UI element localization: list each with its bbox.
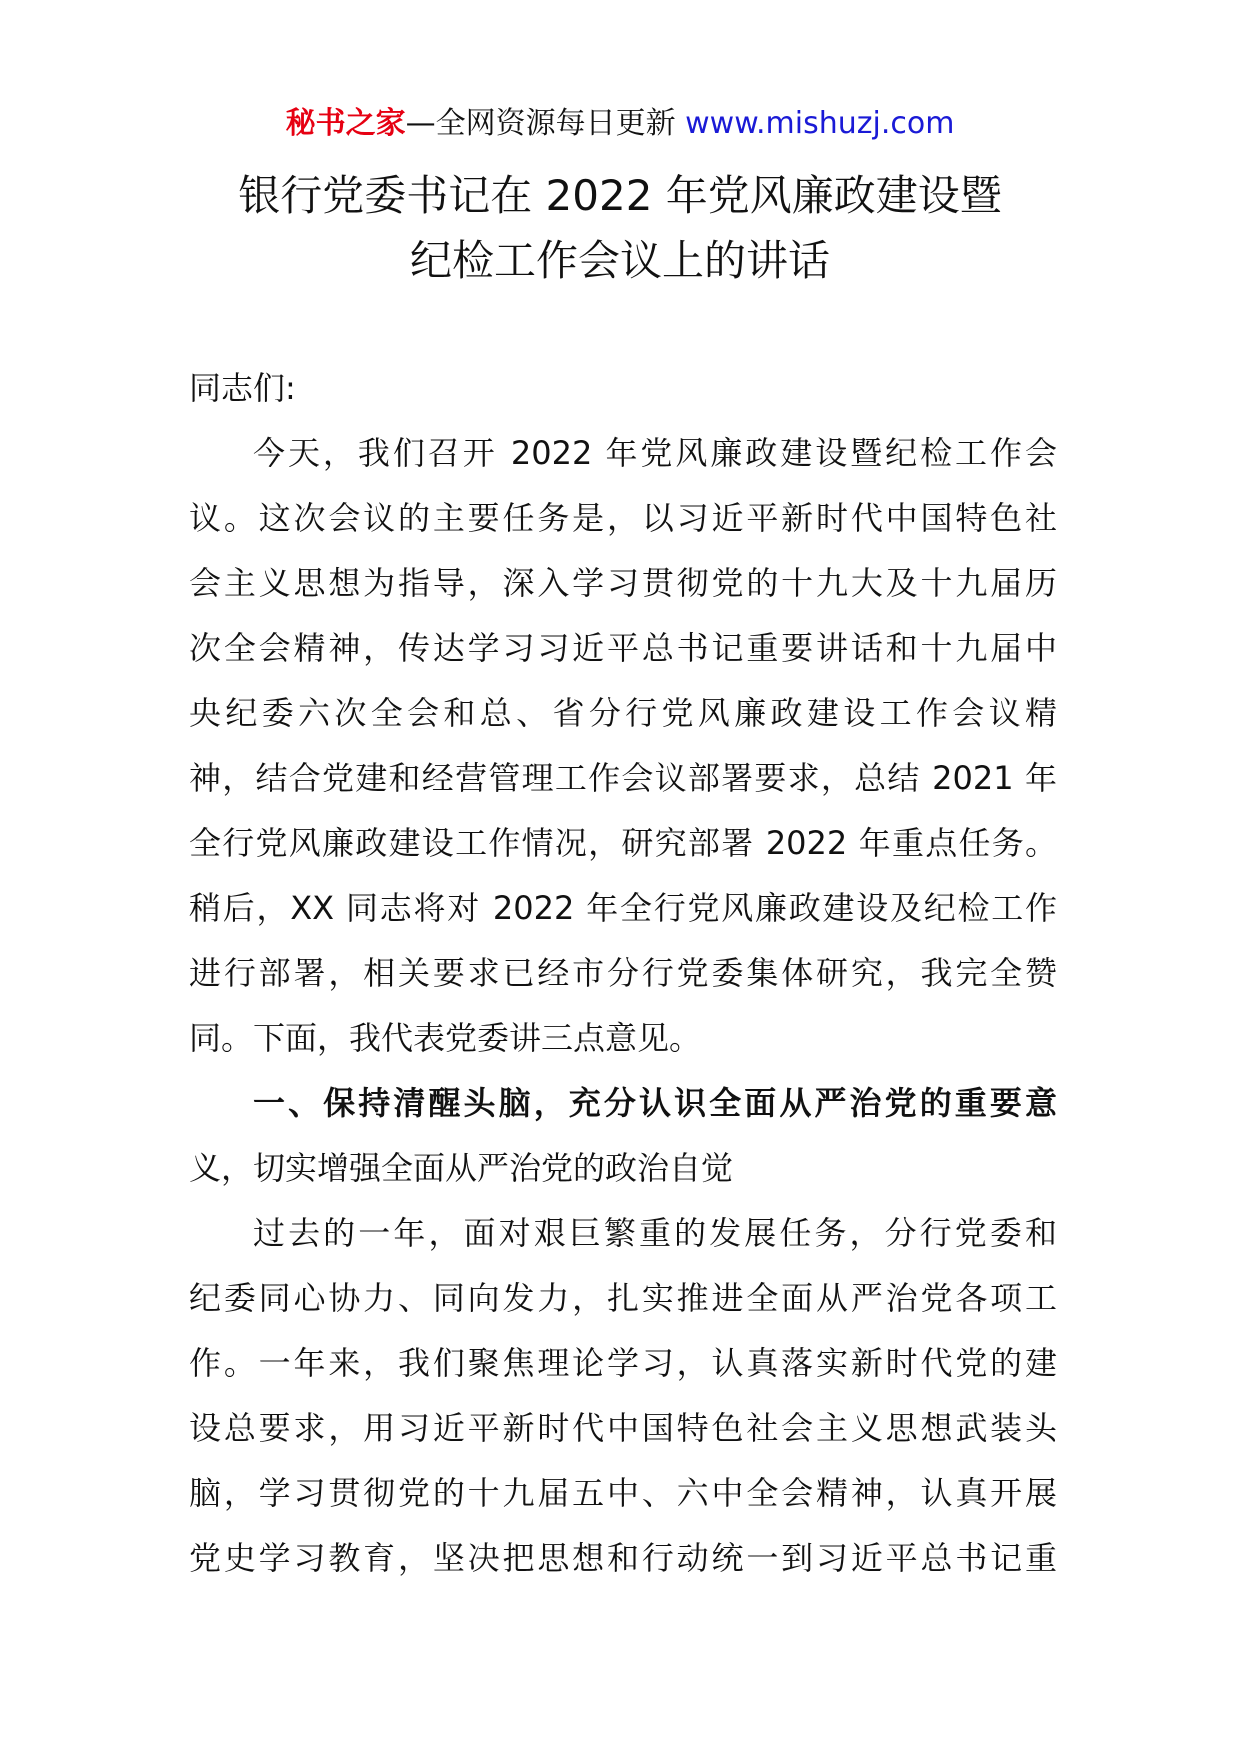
paragraph-line: 同。下面，我代表党委讲三点意见。 xyxy=(189,1019,702,1057)
document-title xyxy=(100,162,1140,292)
document-body xyxy=(189,356,1057,1591)
title-line-2: 纪检工作会议上的讲话 xyxy=(409,236,830,285)
paragraph-line: 次全会精神，传达学习习近平总书记重要讲话和十九届中 xyxy=(189,629,1057,667)
paragraph-line: 过去的一年，面对艰巨繁重的发展任务，分行党委和 xyxy=(253,1214,1057,1252)
paragraph-line: 党史学习教育，坚决把思想和行动统一到习近平总书记重 xyxy=(189,1539,1057,1577)
paragraph-line: 议。这次会议的主要任务是，以习近平新时代中国特色社 xyxy=(189,499,1057,537)
paragraph-line: 央纪委六次全会和总、省分行党风廉政建设工作会议精 xyxy=(189,694,1057,732)
paragraph-line: 会主义思想为指导，深入学习贯彻党的十九大及十九届历 xyxy=(189,564,1057,602)
paragraph-line: 进行部署，相关要求已经市分行党委集体研究，我完全赞 xyxy=(189,954,1057,992)
paragraph-line: 稍后，XX 同志将对 2022 年全行党风廉政建设及纪检工作 xyxy=(189,889,1057,927)
salutation: 同志们: xyxy=(189,369,296,407)
header-tagline: —全网资源每日更新 xyxy=(405,106,686,141)
title-line-1: 银行党委书记在 2022 年党风廉政建设暨 xyxy=(238,171,1002,220)
section-heading-line: 一、保持清醒头脑，充分认识全面从严治党的重要意 xyxy=(253,1084,1057,1122)
paragraph-line: 神，结合党建和经营管理工作会议部署要求，总结 2021 年 xyxy=(189,759,1057,797)
site-header xyxy=(0,100,1240,148)
paragraph-line: 作。一年来，我们聚焦理论学习，认真落实新时代党的建 xyxy=(189,1344,1057,1382)
paragraph-line: 今天，我们召开 2022 年党风廉政建设暨纪检工作会 xyxy=(253,434,1057,472)
site-url[interactable]: www.mishuzj.com xyxy=(685,106,955,141)
paragraph-line: 全行党风廉政建设工作情况，研究部署 2022 年重点任务。 xyxy=(189,824,1057,862)
section-heading-line: 义，切实增强全面从严治党的政治自觉 xyxy=(189,1149,734,1187)
paragraph-line: 脑，学习贯彻党的十九届五中、六中全会精神，认真开展 xyxy=(189,1474,1057,1512)
paragraph-line: 纪委同心协力、同向发力，扎实推进全面从严治党各项工 xyxy=(189,1279,1057,1317)
brand-name: 秘书之家 xyxy=(285,106,406,141)
paragraph-line: 设总要求，用习近平新时代中国特色社会主义思想武装头 xyxy=(189,1409,1057,1447)
